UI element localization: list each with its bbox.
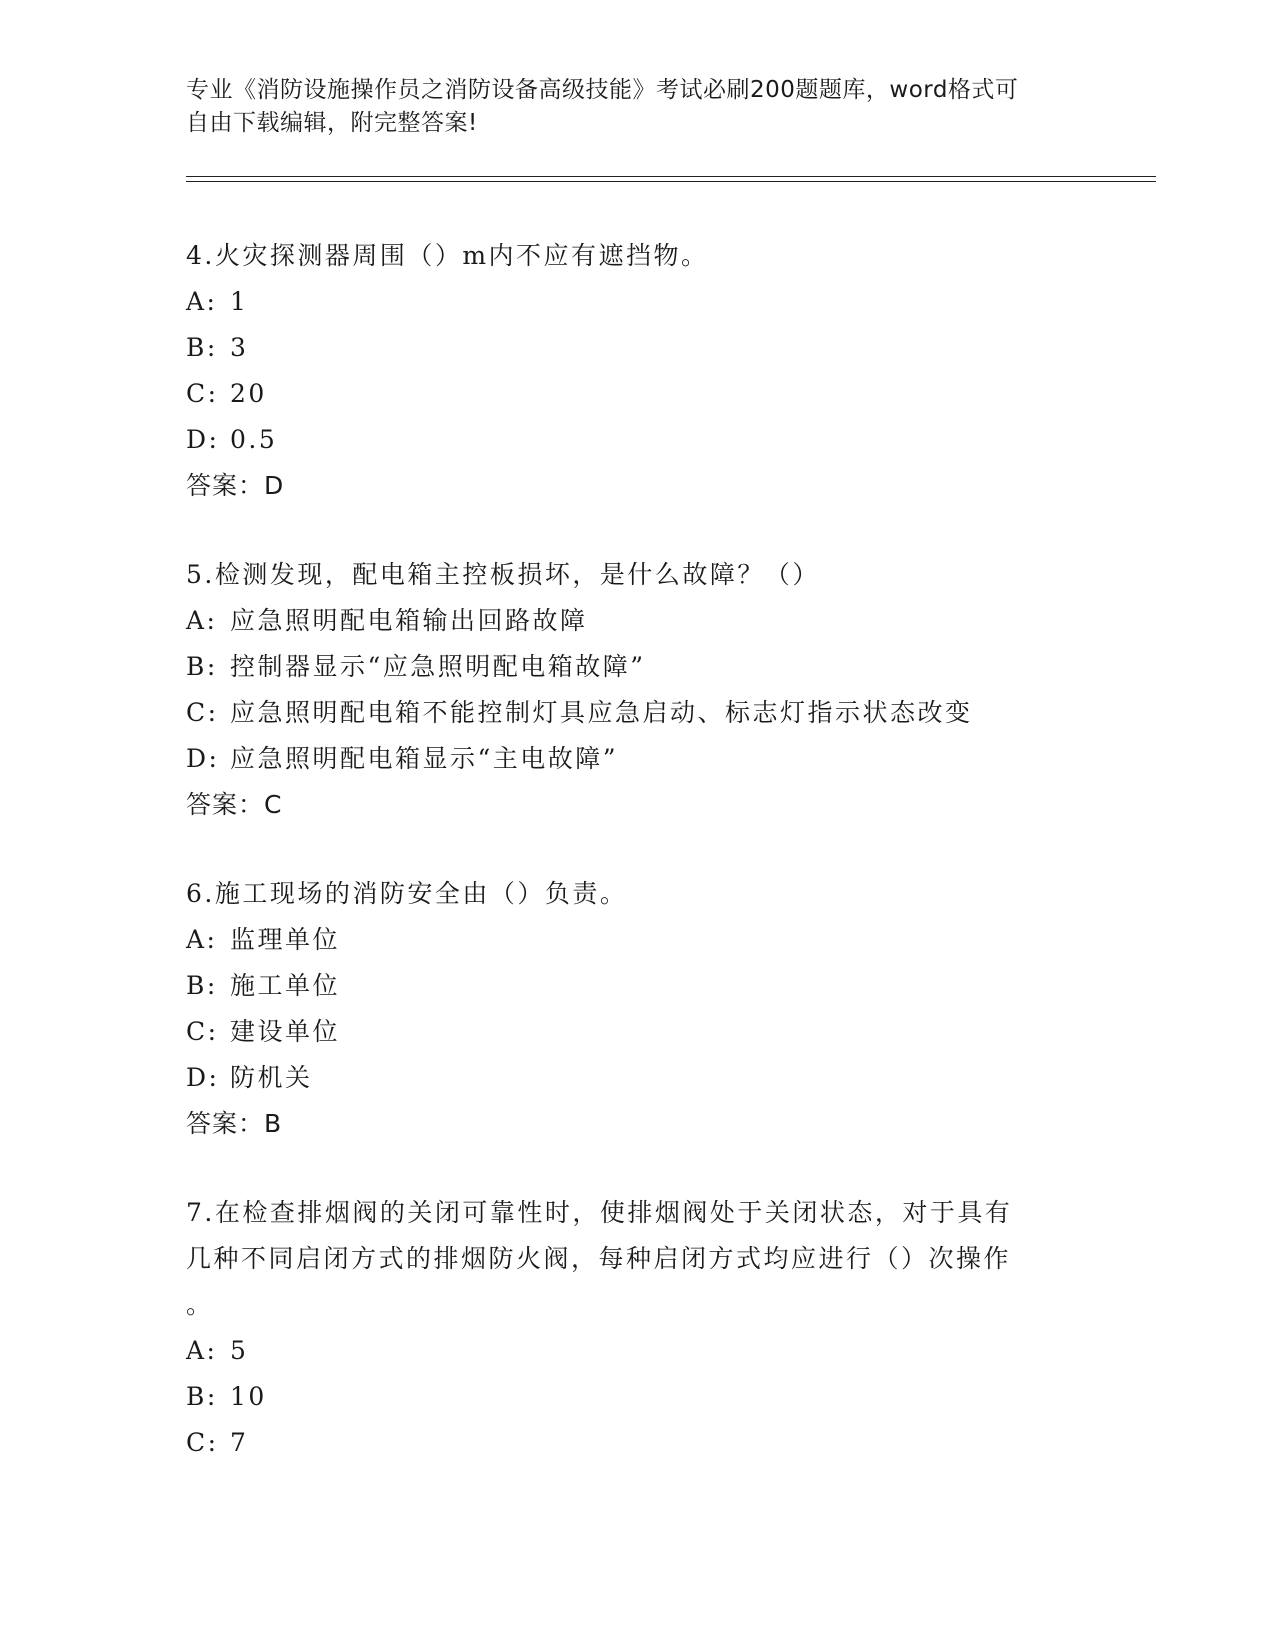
option-text: 1 (230, 287, 249, 316)
option-c (186, 1420, 1086, 1466)
option-text: 10 (230, 1382, 267, 1411)
option-label: C: (186, 1428, 219, 1457)
question-stem-line-1: 7.在检查排烟阀的关闭可靠性时，使排烟阀处于关闭状态，对于具有 (186, 1198, 1013, 1227)
option-text: 应急照明配电箱显示“主电故障” (230, 744, 619, 773)
document-header (186, 74, 1086, 140)
option-label: C: (186, 698, 219, 727)
option-a (186, 598, 1086, 644)
header-divider-top (186, 176, 1156, 177)
question-7 (186, 1190, 1086, 1466)
option-b (186, 644, 1086, 690)
question-4 (186, 233, 1086, 509)
option-text: 7 (230, 1428, 249, 1457)
question-5 (186, 552, 1086, 828)
question-6 (186, 871, 1086, 1147)
header-divider-bottom (186, 181, 1156, 182)
option-label: A: (186, 606, 218, 635)
option-b (186, 963, 1086, 1009)
option-b (186, 325, 1086, 371)
option-label: D: (186, 1063, 220, 1092)
header-line-1: 专业《消防设施操作员之消防设备高级技能》考试必刷200题题库，word格式可 (186, 77, 1019, 103)
question-stem: 4.火灾探测器周围（）m内不应有遮挡物。 (186, 241, 709, 270)
answer-text: 答案：C (186, 790, 283, 819)
option-label: A: (186, 287, 218, 316)
option-label: A: (186, 925, 218, 954)
option-label: C: (186, 379, 219, 408)
option-label: B: (186, 652, 218, 681)
option-c (186, 690, 1086, 736)
question-stem-line-2: 几种不同启闭方式的排烟防火阀，每种启闭方式均应进行（）次操作 (186, 1244, 1012, 1273)
answer-text: 答案：B (186, 1109, 283, 1138)
question-stem-line-3: 。 (186, 1290, 214, 1319)
option-label: B: (186, 333, 218, 362)
option-text: 应急照明配电箱输出回路故障 (230, 606, 588, 635)
option-label: D: (186, 744, 220, 773)
option-text: 5 (230, 1336, 249, 1365)
option-text: 控制器显示“应急照明配电箱故障” (230, 652, 646, 681)
option-d (186, 736, 1086, 782)
option-label: C: (186, 1017, 219, 1046)
option-text: 防机关 (230, 1063, 313, 1092)
question-stem: 6.施工现场的消防安全由（）负责。 (186, 879, 628, 908)
option-text: 3 (230, 333, 249, 362)
option-text: 0.5 (230, 425, 278, 454)
option-label: B: (186, 1382, 218, 1411)
option-a (186, 917, 1086, 963)
option-text: 应急照明配电箱不能控制灯具应急启动、标志灯指示状态改变 (230, 698, 973, 727)
option-label: B: (186, 971, 218, 1000)
option-label: A: (186, 1336, 218, 1365)
header-line-2: 自由下载编辑，附完整答案! (186, 110, 478, 136)
option-a (186, 279, 1086, 325)
option-text: 监理单位 (230, 925, 341, 954)
option-b (186, 1374, 1086, 1420)
option-d (186, 1055, 1086, 1101)
question-stem: 5.检测发现，配电箱主控板损坏，是什么故障？（） (186, 560, 820, 589)
option-label: D: (186, 425, 220, 454)
option-d (186, 417, 1086, 463)
option-text: 施工单位 (230, 971, 341, 1000)
option-c (186, 1009, 1086, 1055)
option-c (186, 371, 1086, 417)
option-text: 20 (230, 379, 267, 408)
option-a (186, 1328, 1086, 1374)
option-text: 建设单位 (230, 1017, 341, 1046)
answer-text: 答案：D (186, 471, 285, 500)
